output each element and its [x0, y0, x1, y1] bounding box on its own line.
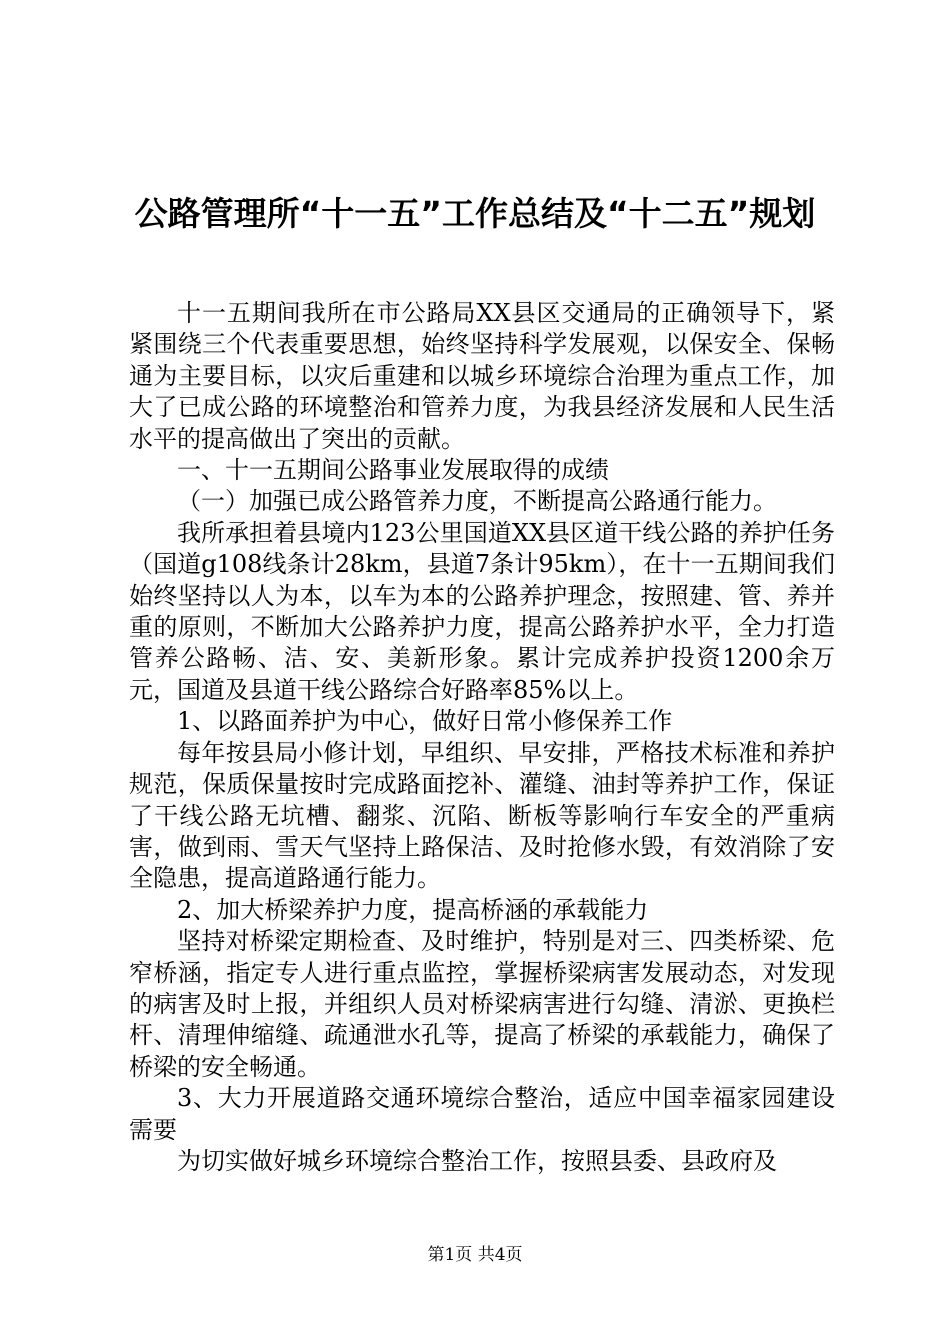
document-body [129, 298, 835, 1177]
item-heading-2: 2、加大桥梁养护力度，提高桥涵的承载能力 [177, 895, 649, 924]
subsection-heading-1: （一）加强已成公路管养力度，不断提高公路通行能力。 [177, 487, 777, 516]
page-footer: 第1页 共4页 [427, 1245, 523, 1265]
paragraph-maintenance-scope: 我所承担着县境内123公里国道XX县区道干线公路的养护任务（国道g108线条计28km，县道7条计95km），在十一五期间我们始终坚持以人为本，以车为本的公路养护理念，按照建、管、养并重的原则，不断加大公路养护力度，提高公路养护水平，全力打造管养公路畅、洁、安、美新形象。累计完成养护投资1200余万元，国道及县道干线公路综合好路率85%以上。 [129, 518, 835, 704]
document-title: 公路管理所“十一五”工作总结及“十二五”规划 [134, 194, 816, 233]
paragraph-bridge-maintenance: 坚持对桥梁定期检查、及时维护，特别是对三、四类桥梁、危窄桥涵，指定专人进行重点监控，掌握桥梁病害发展动态，对发现的病害及时上报，并组织人员对桥梁病害进行勾缝、清淤、更换栏杆、清理伸缩缝、疏通泄水孔等，提高了桥梁的承载能力，确保了桥梁的安全畅通。 [129, 927, 835, 1081]
section-heading-1: 一、十一五期间公路事业发展取得的成绩 [177, 456, 609, 485]
paragraph-environment: 为切实做好城乡环境综合整治工作，按照县委、县政府及 [177, 1146, 777, 1175]
paragraph-road-maintenance: 每年按县局小修计划，早组织、早安排，严格技术标准和养护规范，保质保量按时完成路面挖补、灌缝、油封等养护工作，保证了干线公路无坑槽、翻浆、沉陷、断板等影响行车安全的严重病害，做到雨、雪天气坚持上路保洁、及时抢修水毁，有效消除了安全隐患，提高道路通行能力。 [129, 738, 835, 893]
item-heading-1: 1、以路面养护为中心，做好日常小修保养工作 [177, 707, 673, 736]
item-heading-3: 3、大力开展道路交通环境综合整治，适应中国幸福家园建设需要 [129, 1084, 835, 1144]
paragraph-intro: 十一五期间我所在市公路局XX县区交通局的正确领导下，紧紧围绕三个代表重要思想，始终坚持科学发展观，以保安全、保畅通为主要目标，以灾后重建和以城乡环境综合治理为重点工作，加大了已成公路的环境整治和管养力度，为我县经济发展和人民生活水平的提高做出了突出的贡献。 [129, 299, 835, 453]
